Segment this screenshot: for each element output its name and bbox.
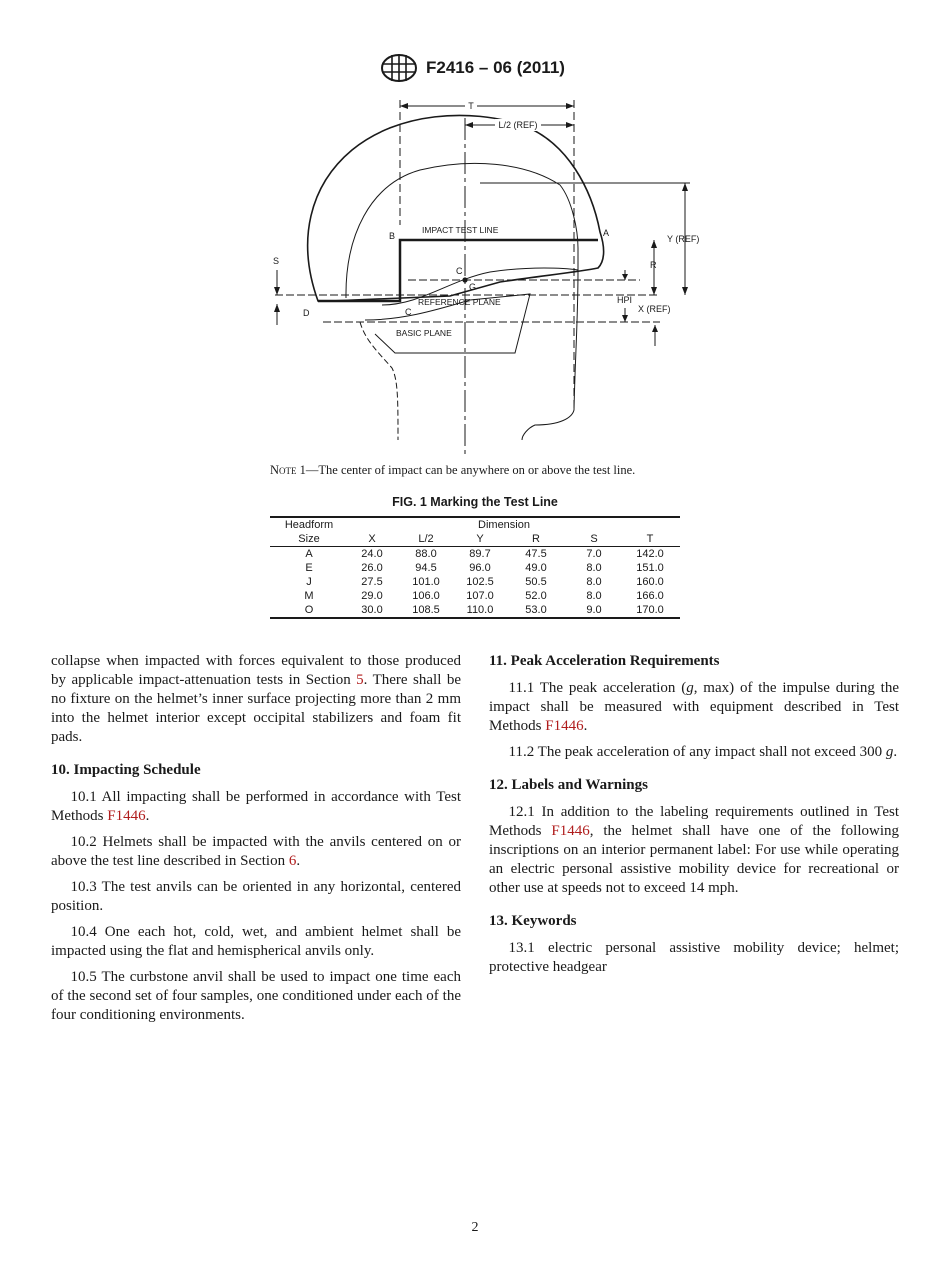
table-cell: 88.0 <box>415 548 437 560</box>
paragraph-10-4: 10.4 One each hot, cold, wet, and ambient helmet shall be impacted using the flat and hemispherical anvils only. <box>51 924 461 959</box>
point-g-marker <box>462 277 467 282</box>
l2-label: L/2 (REF) <box>498 120 538 130</box>
table-cell: 102.5 <box>466 576 494 588</box>
paragraph-12-1 <box>489 803 899 898</box>
table-cell: 26.0 <box>361 562 383 574</box>
table-cell: 52.0 <box>525 590 547 602</box>
left-column <box>51 652 461 1032</box>
x-ref-arrow-bottom <box>622 315 628 322</box>
f1446-link[interactable]: F1446 <box>107 808 146 824</box>
column-header: T <box>620 532 680 547</box>
reference-plane-label: REFERENCE PLANE <box>418 297 501 307</box>
t-arrow-left <box>400 103 408 109</box>
note-label: Note 1 <box>270 463 306 477</box>
headform-jaw <box>360 322 398 440</box>
column-header: R <box>504 532 568 547</box>
table-cell: A <box>305 548 313 560</box>
table-cell: O <box>270 603 348 618</box>
table-cell: 27.5 <box>361 576 383 588</box>
column-header: L/2 <box>396 532 456 547</box>
right-column <box>489 652 899 984</box>
document-designation: F2416 – 06 (2011) <box>426 58 565 77</box>
y-ref-arrow-bottom <box>682 287 688 295</box>
point-g-label: G <box>469 282 477 292</box>
section-13-heading: 13. Keywords <box>489 913 577 929</box>
table-cell: 8.0 <box>586 562 602 574</box>
table-cell: 8.0 <box>586 576 602 588</box>
y-ref-arrow-top <box>682 183 688 191</box>
continuation-paragraph <box>51 652 461 747</box>
table-cell: 142.0 <box>636 548 664 560</box>
basic-plane-label: BASIC PLANE <box>396 328 452 338</box>
l2-arrow-right <box>566 122 574 128</box>
r-arrow-bottom <box>651 287 657 295</box>
text-run: collapse when impacted with forces equivalent to those produced by applicable impact-attenuation tests in Section <box>51 653 461 688</box>
table-cell: M <box>304 590 314 602</box>
table-cell: 30.0 <box>348 603 396 618</box>
hpi-arrow-top <box>622 274 628 280</box>
helmet-test-line-figure <box>270 95 710 460</box>
table-cell: 29.0 <box>361 590 383 602</box>
point-a-label: A <box>603 228 610 238</box>
figure-note <box>270 462 680 478</box>
table-cell: 101.0 <box>412 576 440 588</box>
table-cell: 106.0 <box>412 590 440 602</box>
table-row <box>270 575 680 589</box>
text-run: , the helmet shall have one of the following inscriptions on an interior permanent label: For use while operating an electric personal assistive mobility device for recreational or other use at speeds not to exceed 14 mph. <box>489 823 899 896</box>
point-b-label: B <box>389 231 396 241</box>
paragraph-13-1: 13.1 electric personal assistive mobility device; helmet; protective headgear <box>489 940 899 975</box>
table-cell: 53.0 <box>504 603 568 618</box>
section-5-link[interactable]: 5 <box>356 672 364 688</box>
section-11-heading: 11. Peak Acceleration Requirements <box>489 653 720 669</box>
point-d-label: D <box>303 308 310 318</box>
text-run: 10.2 Helmets shall be impacted with the anvils centered on or above the test line described in Section <box>51 834 461 869</box>
section-10-heading: 10. Impacting Schedule <box>51 762 201 778</box>
text-run: . <box>296 853 301 869</box>
header-dimension: Dimension <box>348 517 680 532</box>
hpi-label: HPI <box>617 295 633 305</box>
text-run: 11.1 The peak acceleration ( <box>508 680 687 696</box>
figure-caption: FIG. 1 Marking the Test Line <box>392 495 558 509</box>
astm-logo <box>379 52 419 84</box>
text-run: . <box>145 808 150 824</box>
t-label: T <box>468 101 474 111</box>
y-ref-label: Y (REF) <box>667 234 700 244</box>
section-12-heading: 12. Labels and Warnings <box>489 777 648 793</box>
table-cell: 96.0 <box>469 562 491 574</box>
g-symbol: g <box>686 680 694 696</box>
text-run: 10.1 All impacting shall be performed in accordance with Test Methods <box>51 789 461 824</box>
table-cell: 24.0 <box>361 548 383 560</box>
table-row <box>270 589 680 603</box>
table-cell: 151.0 <box>636 562 664 574</box>
table-cell: 7.0 <box>586 548 602 560</box>
l2-arrow-left <box>465 122 473 128</box>
table-cell: 50.5 <box>525 576 547 588</box>
table-cell: 89.7 <box>469 548 491 560</box>
text-run: . There shall be no fixture on the helmet’s inner surface projecting more than 2 mm into the helmet interior except occipital stabilizers and foam fit pads. <box>51 672 461 745</box>
table-cell: 170.0 <box>620 603 680 618</box>
table-cell: 107.0 <box>466 590 494 602</box>
headform-neck <box>522 248 578 440</box>
text-run: . <box>583 718 588 734</box>
r-arrow-top <box>651 240 657 248</box>
text-run: , max) of the impulse during the impact shall be measured with equipment described in Test Methods <box>489 680 899 734</box>
table-cell: E <box>305 562 313 574</box>
paragraph-10-1 <box>51 788 461 826</box>
page-header <box>0 52 950 86</box>
r-label: R <box>650 260 657 270</box>
point-c-lower-label: C <box>405 307 412 317</box>
table-cell: 8.0 <box>586 590 602 602</box>
paragraph-10-5: 10.5 The curbstone anvil shall be used to impact one time each of the second set of four samples, one conditioned under each of the four conditioning environments. <box>51 969 461 1023</box>
f1446-link[interactable]: F1446 <box>545 718 584 734</box>
text-run: 11.2 The peak acceleration of any impact shall not exceed 300 <box>508 744 886 760</box>
column-header: Size <box>270 532 348 547</box>
table-cell: 94.5 <box>415 562 437 574</box>
table-row <box>270 603 680 618</box>
table-row <box>270 561 680 575</box>
column-header: Y <box>456 532 504 547</box>
table-cell: J <box>306 576 312 588</box>
table-cell: 108.5 <box>396 603 456 618</box>
note-text: —The center of impact can be anywhere on or above the test line. <box>305 463 636 477</box>
column-header: S <box>568 532 620 547</box>
table-row <box>270 547 680 562</box>
table-cell: 160.0 <box>636 576 664 588</box>
text-run: . <box>893 744 898 760</box>
dimension-table <box>270 516 680 619</box>
point-c-upper-label: C <box>456 266 463 276</box>
x-ref-arrow-up <box>652 325 658 332</box>
paragraph-11-2 <box>489 743 899 762</box>
s-arrow-up <box>274 304 280 312</box>
paragraph-10-3: 10.3 The test anvils can be oriented in any horizontal, centered position. <box>51 879 461 914</box>
impact-test-line-label: IMPACT TEST LINE <box>422 225 499 235</box>
t-arrow-right <box>566 103 574 109</box>
paragraph-11-1 <box>489 679 899 736</box>
table-cell: 47.5 <box>525 548 547 560</box>
table-cell: 9.0 <box>568 603 620 618</box>
column-header: X <box>348 532 396 547</box>
text-run: 12.1 In addition to the labeling requirements outlined in Test Methods <box>489 804 899 839</box>
header-headform: Headform <box>270 517 348 532</box>
paragraph-10-2 <box>51 833 461 871</box>
x-ref-label: X (REF) <box>638 304 671 314</box>
s-label: S <box>273 256 280 266</box>
table-cell: 110.0 <box>456 603 504 618</box>
g-symbol: g <box>885 744 894 760</box>
f1446-link[interactable]: F1446 <box>551 823 590 839</box>
table-cell: 49.0 <box>525 562 547 574</box>
section-6-link[interactable]: 6 <box>288 853 297 869</box>
column-header-row <box>270 532 680 547</box>
s-arrow-down <box>274 287 280 295</box>
table-cell: 166.0 <box>636 590 664 602</box>
page-number: 2 <box>471 1220 479 1235</box>
